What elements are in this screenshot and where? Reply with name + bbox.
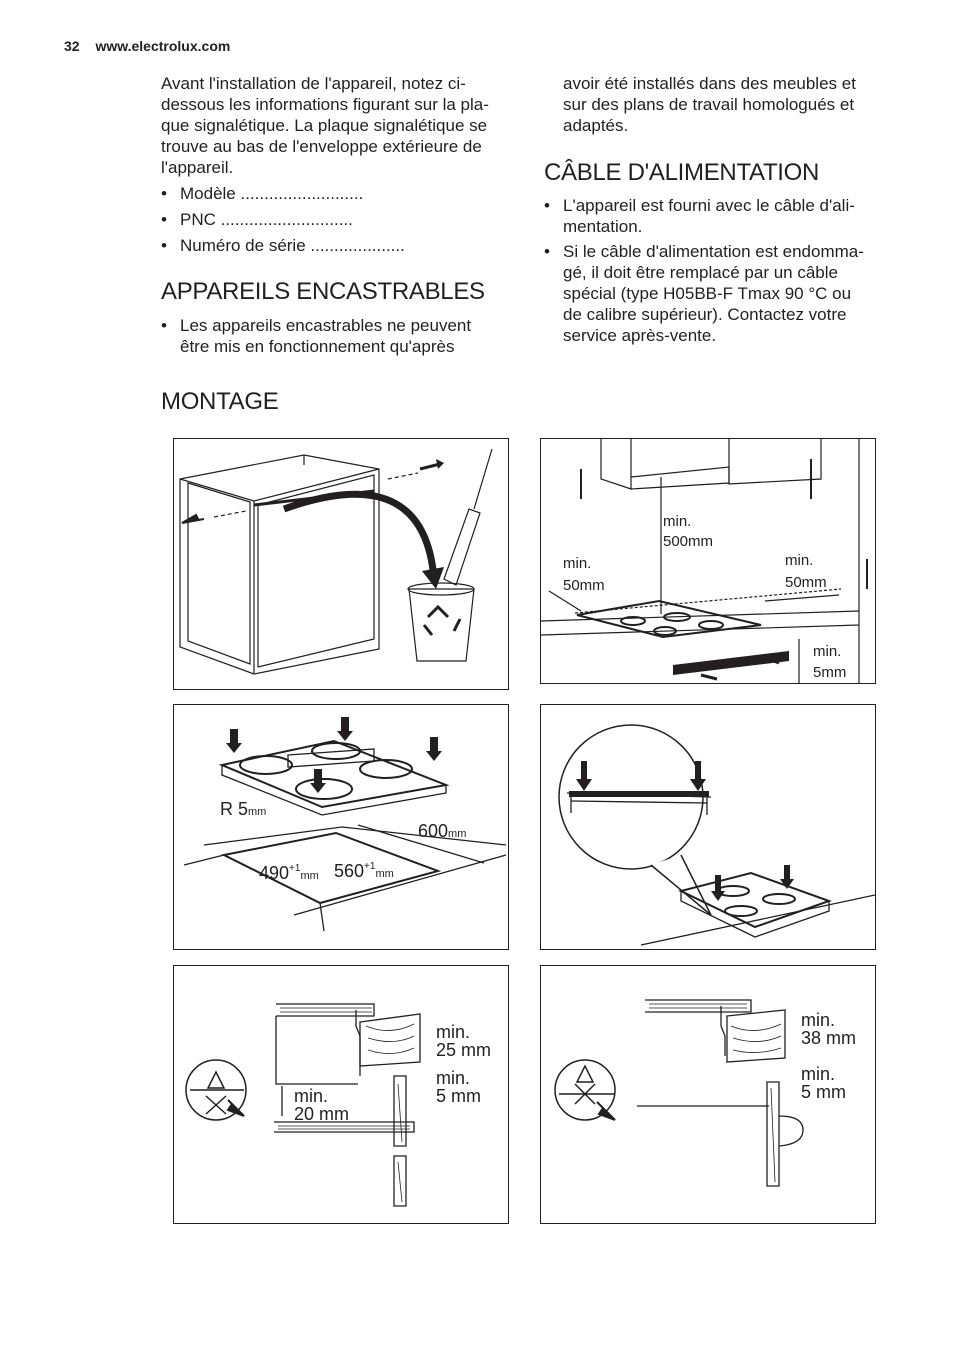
field-pnc: • PNC ............................ [161, 209, 521, 230]
total-width-label: 600mm [418, 821, 467, 841]
depth-label: $490^{+1}_{mm}$ [259, 863, 319, 883]
figure-worktop-panel [173, 965, 509, 1224]
worktop-thickness-min: min. [436, 1022, 471, 1042]
figure-remove-bar [173, 438, 509, 690]
left-value-label: 50mm [563, 577, 605, 594]
intro-paragraph: Avant l'installation de l'appareil, notez ci- dessous les informations figurant sur la pla- que signalétique. La plaque signalétique se trouve au bas de l'enveloppe extérieure de l'appareil. [161, 74, 489, 177]
continuation-paragraph: avoir été installés dans des meubles et sur des plans de travail homologués et adaptés. [563, 74, 856, 135]
shelf-gap-value: 20 mm [294, 1104, 350, 1124]
worktop-panel-illustration [174, 966, 508, 1223]
cable-bullet: • Si le câble d'alimentation est endomma- gé, il doit être remplacé par un câble spécial (type H05BB-F Tmax 90 °C ou de calibre supérieur). Contactez votre service après-vente. [544, 241, 904, 346]
panel-gap-value: 5 mm [436, 1086, 481, 1106]
gap-min-label: min. [813, 643, 842, 660]
section-title-builtin: APPAREILS ENCASTRABLES [161, 278, 485, 305]
figure-clearances [540, 438, 876, 684]
clearances-illustration [541, 439, 875, 683]
page-number: 32 [64, 38, 80, 54]
left-min-label: min. [563, 555, 592, 572]
worktop-thickness-value: 38 mm [801, 1028, 857, 1048]
rating-plate-fields [161, 183, 521, 256]
cable-bullets [544, 195, 904, 346]
oven-gap-min: min. [801, 1064, 836, 1084]
width-label: $560^{+1}_{mm}$ [334, 861, 394, 881]
worktop-oven-illustration [541, 966, 875, 1223]
panel-gap-min: min. [436, 1068, 471, 1088]
page-header [64, 38, 230, 54]
cabinet-illustration [174, 439, 508, 689]
right-value-label: 50mm [785, 574, 827, 591]
right-min-label: min. [785, 552, 814, 569]
left-column [161, 73, 521, 357]
figure-worktop-oven [540, 965, 876, 1224]
oven-gap-value: 5 mm [801, 1082, 846, 1102]
builtin-bullets [161, 315, 521, 357]
top-min-label: min. [663, 513, 692, 530]
top-value-label: 500mm [663, 533, 714, 550]
figure-seal [540, 704, 876, 950]
worktop-thickness-min: min. [801, 1010, 836, 1030]
right-column [544, 73, 904, 346]
seal-illustration [541, 705, 875, 949]
worktop-thickness-value: 25 mm [436, 1040, 492, 1060]
montage-heading-wrap [161, 388, 279, 415]
figure-cutout [173, 704, 509, 950]
gap-value-label: 5mm [813, 664, 847, 681]
field-model: • Modèle .......................... [161, 183, 521, 204]
section-title-montage: MONTAGE [161, 388, 279, 415]
radius-label: R 5mm [220, 799, 267, 819]
builtin-bullet: • Les appareils encastrables ne peuvent être mis en fonctionnement qu'après [161, 315, 521, 357]
field-serial: • Numéro de série .................... [161, 235, 521, 256]
shelf-gap-min: min. [294, 1086, 329, 1106]
website-link[interactable]: www.electrolux.com [95, 38, 231, 54]
section-title-cable: CÂBLE D'ALIMENTATION [544, 159, 820, 186]
cable-bullet: • L'appareil est fourni avec le câble d'ali- mentation. [544, 195, 904, 237]
cutout-illustration [174, 705, 508, 949]
